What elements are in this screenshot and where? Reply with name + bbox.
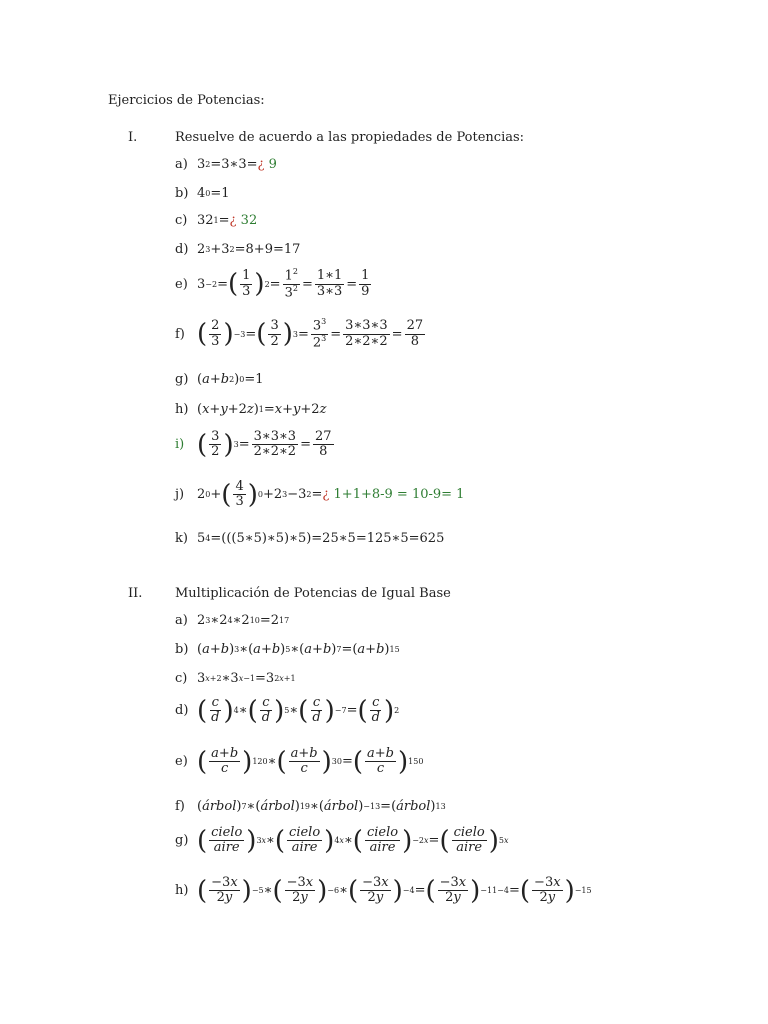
- math-expression: 5 4 =(((5∗5)∗5)∗5)=25∗5=125∗5=625: [197, 531, 445, 546]
- exercise-1j: [175, 480, 464, 510]
- exercise-1c: [175, 213, 257, 228]
- item-label: f): [175, 326, 185, 342]
- section-1-title: Resuelve de acuerdo a las propiedades de Potencias:: [175, 130, 525, 145]
- item-label: i): [175, 437, 185, 453]
- math-expression: 3 −2 = ( $\frac{1}{3}$ ) 2 = $\frac{1^2}{3^2}$ = $\frac{1∗1}{3∗3}$ = $\frac{1}{9}$: [197, 267, 370, 300]
- exercise-2c: [175, 671, 296, 686]
- math-expression: 3 x+2 ∗3 x−1 =3 2x+1: [197, 671, 296, 686]
- exercise-1a: [175, 157, 277, 172]
- exercise-2a: [175, 613, 289, 628]
- math-expression: ( a + b 2 ) 0 =1: [197, 372, 264, 387]
- exercise-2d: [175, 696, 399, 726]
- item-label: a): [175, 613, 188, 628]
- item-label: e): [175, 754, 188, 770]
- item-label: d): [175, 242, 189, 257]
- math-expression: 32 1 = ¿ 32: [197, 213, 258, 228]
- exercise-1i: [175, 430, 336, 460]
- math-expression: ( $\frac{a+b}{c}$ ) 120 ∗ ( $\frac{a+b}{c}$ ) 30 = ( $\frac{a+b}{c}$ ) 150: [197, 746, 424, 777]
- exercise-1b: [175, 186, 230, 201]
- exercise-1g: [175, 372, 264, 387]
- item-label: a): [175, 157, 188, 172]
- math-expression: ( $\frac{-3x}{2y}$ ) −5 ∗ ( $\frac{-3x}{2y}$ ) −6 ∗ ( $\frac{-3x}{2y}$ ) −4 = ( $\frac{-3x}{2y}$ ) −11−4 = ( $\frac{-3x}{2y}$ ) −15: [197, 875, 592, 906]
- answer: 32: [240, 213, 258, 228]
- question-mark: ¿: [257, 157, 265, 172]
- item-label: g): [175, 833, 189, 849]
- item-label: c): [175, 213, 188, 228]
- math-expression: ( $\frac{c}{d}$ ) 4 ∗ ( $\frac{c}{d}$ ) 5 ∗ ( $\frac{c}{d}$ ) −7 = ( $\frac{c}{d}$ ) 2: [197, 695, 400, 726]
- item-label: d): [175, 703, 189, 719]
- question-mark: ¿: [322, 487, 330, 503]
- section-2-title: Multiplicación de Potencias de Igual Base: [175, 586, 451, 601]
- exercise-2h: [175, 876, 592, 906]
- item-label: k): [175, 531, 188, 546]
- item-label: c): [175, 671, 188, 686]
- item-label: b): [175, 186, 189, 201]
- math-expression: ( $\frac{2}{3}$ ) −3 = ( $\frac{3}{2}$ ) 3 = $\frac{3^3}{2^3}$ = $\frac{3∗3∗3}{2∗2∗2}$ = $\frac{27}{8}$: [197, 317, 424, 350]
- answer: 9: [268, 157, 277, 172]
- exercise-2b: [175, 642, 400, 657]
- exercise-1d: [175, 242, 300, 257]
- math-expression: 2 3 ∗2 4 ∗2 10 =2 17: [197, 613, 290, 628]
- section-1-numeral: I.: [128, 130, 138, 145]
- math-expression: ( $\frac{\text{cielo}}{\text{aire}}$ ) 3x ∗ ( $\frac{\text{cielo}}{\text{aire}}$ ) 4x ∗ ( $\frac{\text{cielo}}{\text{aire}}$ ) −2x = ( $\frac{\text{cielo}}{\text{aire}}$ ) 5x: [197, 825, 509, 856]
- item-label: g): [175, 372, 189, 387]
- math-expression: ( $\frac{3}{2}$ ) 3 = $\frac{3∗3∗3}{2∗2∗2}$ = $\frac{27}{8}$: [197, 429, 332, 460]
- item-label: h): [175, 402, 189, 417]
- question-mark: ¿: [229, 213, 237, 228]
- exercise-2f: [175, 799, 446, 814]
- item-label: h): [175, 883, 189, 899]
- exercise-1h: [175, 402, 326, 417]
- section-2-numeral: II.: [128, 586, 143, 601]
- item-label: f): [175, 799, 185, 814]
- item-label: j): [175, 487, 185, 503]
- exercise-2e: [175, 747, 423, 777]
- math-expression: ( árbol ) 7 ∗( árbol ) 19 ∗( árbol ) −13 =( árbol ) 13: [197, 799, 446, 814]
- math-expression: 4 0 =1: [197, 186, 230, 201]
- worksheet-title: Ejercicios de Potencias:: [108, 93, 265, 108]
- math-expression: ( x + y +2 z ) 1 = x + y +2 z: [197, 402, 327, 417]
- answer: 1+1+8-9 = 10-9= 1: [333, 487, 465, 503]
- math-expression: ( a + b ) 3 ∗( a + b ) 5 ∗( a + b ) 7 =( a + b ) 15: [197, 642, 400, 657]
- exercise-2g: [175, 826, 508, 856]
- item-label: e): [175, 276, 188, 292]
- item-label: b): [175, 642, 189, 657]
- math-expression: 2 3 +3 2 =8+9=17: [197, 242, 301, 257]
- exercise-1k: [175, 531, 444, 546]
- math-expression: 2 0 + ( $\frac{4}{3}$ ) 0 +2 3 −3 2 = ¿ 1+1+8-9 = 10-9= 1: [197, 479, 465, 510]
- math-expression: 3 2 =3∗3= ¿ 9: [197, 157, 277, 172]
- exercise-1e: [175, 268, 373, 300]
- exercise-1f: [175, 318, 427, 350]
